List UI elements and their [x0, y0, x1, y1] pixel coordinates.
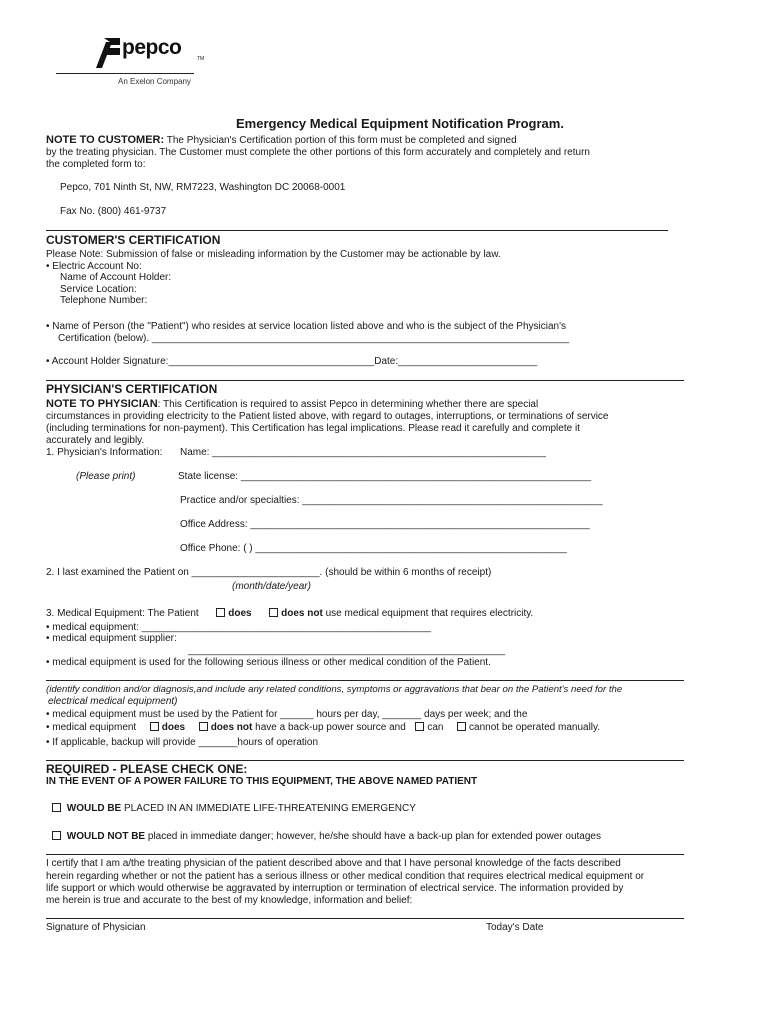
certify-line1: I certify that I am a/the treating physician of the patient described above and that I have personal knowledge of the facts described: [46, 858, 621, 869]
logo-wordmark: pepco: [122, 36, 182, 59]
patient-name-field[interactable]: Certification (below). ___________________________________________________________________________: [58, 333, 570, 344]
note-customer-line2: by the treating physician. The Customer must complete the other portions of this form accurately and completely and return: [46, 147, 590, 158]
required-heading: REQUIRED - PLEASE CHECK ONE:: [46, 762, 248, 776]
cannot-label: cannot be operated manually.: [469, 722, 601, 733]
state-license-field[interactable]: State license: _______________________________________________________________: [178, 471, 592, 482]
service-location-field[interactable]: Service Location:: [60, 284, 137, 295]
condition-input-line[interactable]: [46, 680, 684, 681]
last-examined-field[interactable]: 2. I last examined the Patient on _______________________. (should be within 6 months of receipt): [46, 567, 492, 578]
note-physician-line4: accurately and legibly.: [46, 435, 145, 446]
office-phone-field[interactable]: Office Phone: ( ) ________________________________________________________: [180, 543, 567, 554]
would-not-be-checkbox[interactable]: [52, 831, 61, 840]
signature-of-physician-label: Signature of Physician: [46, 922, 146, 933]
backup-hours-field[interactable]: • If applicable, backup will provide _______hours of operation: [46, 737, 319, 748]
usage-hours-field[interactable]: • medical equipment must be used by the Patient for ______ hours per day, _______ days per week; and the: [46, 709, 528, 720]
certify-line4: me herein is true and accurate to the best of my knowledge, information and belief:: [46, 895, 413, 906]
section-divider: [46, 760, 684, 761]
backup-does-not-checkbox[interactable]: [199, 722, 208, 731]
backup-mid: have a back-up power source and: [255, 722, 406, 733]
physician-name-field[interactable]: Name: ____________________________________________________________: [180, 447, 546, 458]
equipment-intro: 3. Medical Equipment: The Patient: [46, 608, 199, 619]
medical-supplier-label: • medical equipment supplier:: [46, 633, 177, 644]
physician-info-label: 1. Physician's Information:: [46, 447, 163, 458]
account-holder-signature-field[interactable]: • Account Holder Signature:_____________________________________Date:_________________________: [46, 356, 538, 367]
option-would-not-be: [52, 831, 601, 843]
practice-specialties-field[interactable]: Practice and/or specialties: ______________________________________________________: [180, 495, 603, 506]
pepco-logo-mark-icon: [96, 38, 120, 68]
would-be-label: WOULD BE: [66, 803, 122, 814]
backup-intro: • medical equipment: [46, 722, 137, 733]
patient-name-line1: • Name of Person (the "Patient") who resides at service location listed above and who is the subject of the Physician's: [46, 321, 566, 332]
note-physician-line2: circumstances in providing electricity to the Patient listed above, with regard to outages, interruptions, or terminations of service: [46, 411, 609, 422]
identify-condition-line2: electrical medical equipment): [48, 696, 178, 707]
fax-number: Fax No. (800) 461-9737: [60, 206, 167, 217]
todays-date-label: Today's Date: [486, 922, 544, 933]
does-checkbox[interactable]: [216, 608, 225, 617]
note-to-physician: [46, 398, 538, 411]
does-not-checkbox[interactable]: [269, 608, 278, 617]
physician-cert-heading: PHYSICIAN'S CERTIFICATION: [46, 382, 218, 396]
electric-account-field[interactable]: • Electric Account No:: [46, 261, 142, 272]
form-title: Emergency Medical Equipment Notification Program.: [236, 116, 564, 131]
illness-statement: • medical equipment is used for the following serious illness or other medical condition of the Patient.: [46, 657, 491, 668]
medical-equipment-field[interactable]: • medical equipment: ____________________________________________________: [46, 622, 431, 633]
does-not-label: does not: [281, 608, 323, 619]
mailing-address: Pepco, 701 Ninth St, NW, RM7223, Washington DC 20068-0001: [60, 182, 346, 193]
backup-power-question: [46, 722, 600, 734]
section-divider: [46, 854, 684, 855]
office-address-field[interactable]: Office Address: _____________________________________________________________: [180, 519, 590, 530]
backup-does-not-label: does not: [210, 722, 253, 733]
telephone-field[interactable]: Telephone Number:: [60, 295, 148, 306]
note-physician-line3: (including terminations for non-payment). This Certification has legal implications. Please read it carefully and complete it: [46, 423, 580, 434]
date-format-hint: (month/date/year): [232, 581, 311, 592]
backup-does-label: does: [161, 722, 186, 733]
option-would-be: [52, 803, 416, 815]
note-customer-label: NOTE TO CUSTOMER:: [46, 134, 165, 146]
signature-line[interactable]: [46, 918, 684, 919]
logo-divider: [56, 73, 194, 74]
customer-cert-heading: CUSTOMER'S CERTIFICATION: [46, 233, 221, 247]
can-checkbox[interactable]: [415, 722, 424, 731]
please-print-note: (Please print): [76, 471, 136, 482]
backup-does-checkbox[interactable]: [150, 722, 159, 731]
note-physician-label: NOTE TO PHYSICIAN: [46, 398, 158, 410]
required-subheading: IN THE EVENT OF A POWER FAILURE TO THIS EQUIPMENT, THE ABOVE NAMED PATIENT: [46, 776, 478, 787]
would-not-be-text: placed in immediate danger; however, he/she should have a back-up plan for extended power outages: [147, 831, 601, 842]
identify-condition-line1: (identify condition and/or diagnosis,and include any related conditions, symptoms or aggravations that bear on the Patient's need for the: [46, 684, 623, 695]
cannot-checkbox[interactable]: [457, 722, 466, 731]
can-label: can: [427, 722, 444, 733]
logo-subtitle: An Exelon Company: [118, 77, 191, 86]
medical-equipment-question: [46, 608, 533, 620]
false-info-note: Please Note: Submission of false or misleading information by the Customer may be actionable by law.: [46, 249, 501, 260]
section-divider: [46, 230, 668, 231]
would-not-be-label: WOULD NOT BE: [66, 831, 146, 842]
would-be-text: PLACED IN AN IMMEDIATE LIFE-THREATENING EMERGENCY: [124, 803, 416, 814]
medical-supplier-field[interactable]: _________________________________________________________: [188, 645, 506, 656]
note-physician-line1: : This Certification is required to assist Pepco in determining whether there are special: [157, 399, 539, 410]
trademark-mark: TM: [197, 56, 205, 62]
certify-line3: life support or which would otherwise be aggravated by interruption or termination of electrical service. The information provided by: [46, 883, 624, 894]
section-divider: [46, 380, 684, 381]
note-to-customer: [46, 134, 517, 147]
note-customer-line1: The Physician's Certification portion of this form must be completed and signed: [166, 135, 517, 146]
account-holder-field[interactable]: Name of Account Holder:: [60, 272, 172, 283]
certify-line2: herein regarding whether or not the patient has a serious illness or other medical condition that requires electrical medical equipment or: [46, 871, 645, 882]
note-customer-line3: the completed form to:: [46, 159, 146, 170]
would-be-checkbox[interactable]: [52, 803, 61, 812]
does-label: does: [228, 608, 252, 619]
equipment-tail: use medical equipment that requires electricity.: [325, 608, 534, 619]
